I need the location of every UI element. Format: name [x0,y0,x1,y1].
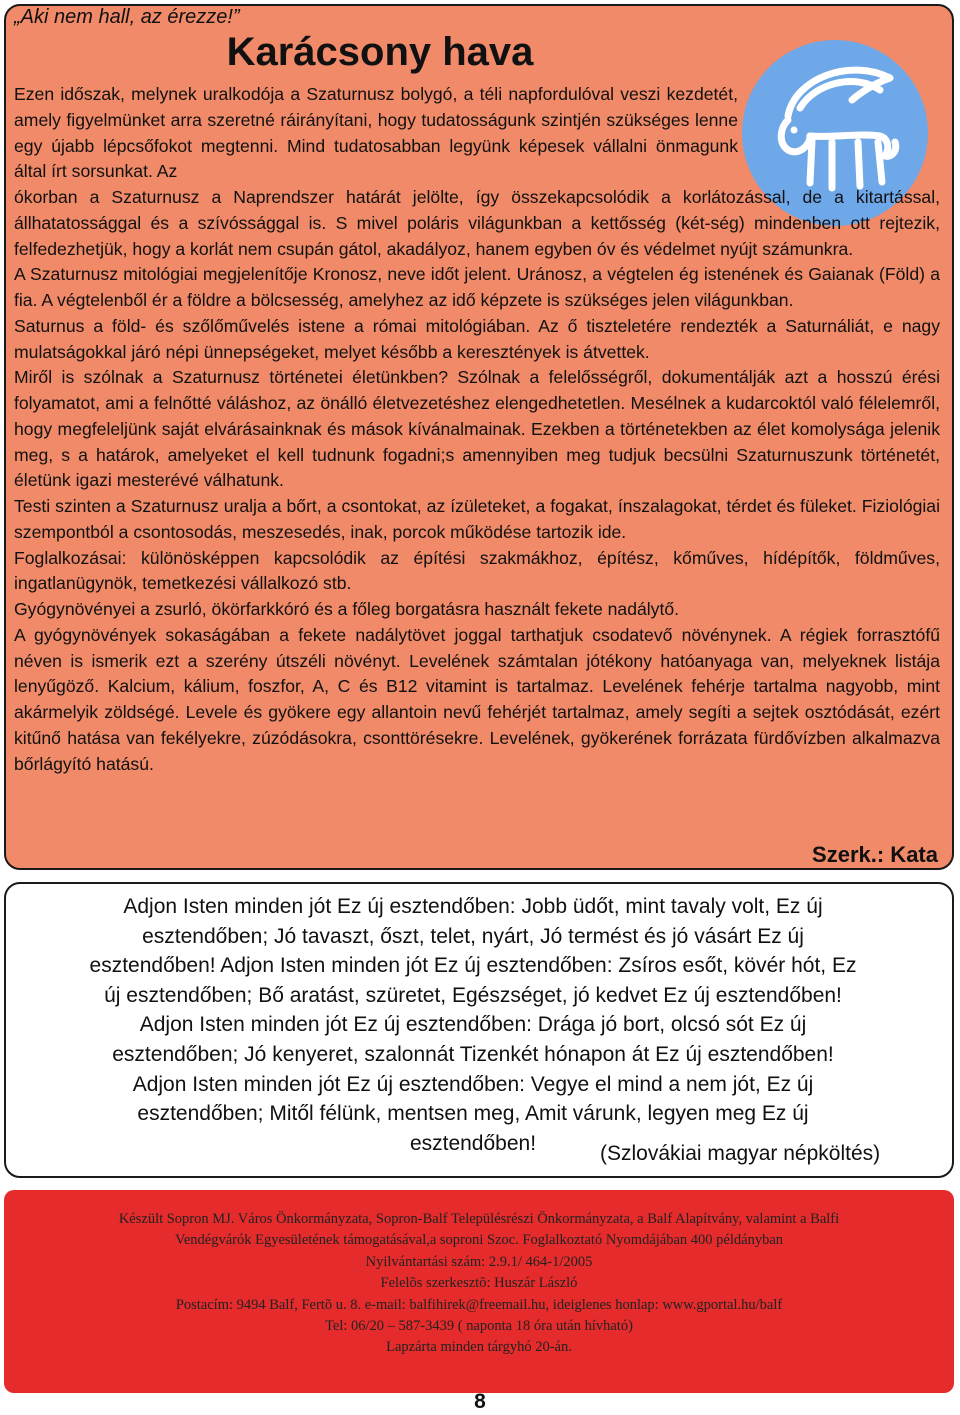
poem-credit: (Szlovákiai magyar népköltés) [600,1142,881,1165]
poem-line: esztendőben! [409,1131,537,1155]
footer-imprint [4,1209,954,1359]
poem-line: Adjon Isten minden jót Ez új esztendőben: Vegye el mind a nem jót, Ez új [132,1072,814,1096]
footer-line: Vendégvárók Egyesületének támogatásával,a soproni Szoc. Foglalkoztató Nyomdájában 400 példányban [174,1232,784,1249]
article-paragraph: Testi szinten a Szaturnusz uralja a bőrt, a csontokat, az ízületeket, a fogakat, ínszalagokat, térdet és füleket. Fiziológiai szempontból a csontosodás, meszesedés, inak, porcok működése tartozik ide. [14,496,940,542]
footer-line: Felelõs szerkesztõ: Huszár László [380,1275,578,1292]
page-number: 8 [474,1390,486,1413]
poem-line: új esztendőben; Bő aratást, szüretet, Egészséget, jó kedvet Ez új esztendőben! [104,983,842,1007]
footer-line: Lapzárta minden tárgyhó 20-án. [386,1339,572,1356]
page-title: Karácsony hava [226,30,534,74]
poem-line: Adjon Isten minden jót Ez új esztendőben: Drága jó bort, olcsó sót Ez új [139,1013,807,1037]
poem-line: Adjon Isten minden jót Ez új esztendőben: Jobb üdőt, mint tavaly volt, Ez új [123,895,823,918]
poem-line: esztendőben! Adjon Isten minden jót Ez új esztendőben: Zsíros esőt, kövér hót, Ez [89,954,857,978]
article-paragraph: Ezen időszak, melynek uralkodója a Szaturnusz bolygó, a téli napfordulóval veszi kezdetét, amely figyelmünket arra szeretné ráirányítani, hogy tudatosságunk szintjén szükséges lenne egy újabb lépcsőfokot megtenni. Mind tudatosabban legyünk képesek vállalni önmagunk által írt sorsunkat. Az [14,84,738,182]
article-paragraph: Miről is szólnak a Szaturnusz történetei életünkben? Szólnak a felelősségről, dokumentálják azt a hosszú érési folyamatot, ami a felnőtté váláshoz, az önálló életvezetéshez elengedhetetlen. Mesélnek a kudarcoktól való félelemről, hogy megfeleljünk saját elvárásainknak és mások kívánalmainak. Ezekben a történetekben az élet komolysága jelenik meg, s a határok, amelyeket el kell tudnunk fogadni;s amennyiben meg tudjuk becsülni Szaturnuszunk történetét, életünk igazi mesterévé válhatunk. [14,367,940,491]
poem-line: esztendőben; Jó kenyeret, szalonnát Tizenkét hónapon át Ez új esztendőben! [112,1042,834,1066]
poem [14,892,932,1158]
footer-line: Tel: 06/20 – 587-3439 ( naponta 18 óra után hívható) [325,1318,633,1335]
tagline: „Aki nem hall, az érezze!” [14,6,240,28]
article-paragraph: A Szaturnusz mitológiai megjelenítője Kronosz, neve időt jelent. Uránosz, a végtelen ég istenének és Gaianak (Föld) a fia. A végtelenből ér a földre a bölcsesség, amelyhez az idő képzete is szükséges jelen világunkban. [14,264,940,310]
article-paragraph: Gyógynövényei a zsurló, ökörfarkkóró és a főleg borgatásra használt fekete nadálytő. [14,599,680,619]
article-author: Szerk.: Kata [812,842,938,867]
article-paragraph: ókorban a Szaturnusz a Naprendszer határát jelölte, így összekapcsolódik a korlátozással, de a kitartással, állhatatossággal és a szívóssággal is. S mivel poláris világunkban a kettősség (két-ség) mindenben ott rejtezik, felfedezhetjük, hogy a korlát nem csupán gátol, akadályoz, hanem egyben óv és védelmet nyújt számunkra. [14,187,940,259]
article-body [14,82,940,777]
poem-line: esztendőben; Mitől félünk, mentsen meg, Amit várunk, legyen meg Ez új [137,1102,809,1126]
article-paragraph: Saturnus a föld- és szőlőművelés istene a római mitológiában. Az ő tiszteletére rendezték a Saturnáliát, e nagy mulatságokkal járó népi ünnepségeket, melyet később a keresztények is átvettek. [14,315,940,362]
poem-line: esztendőben; Jó tavaszt, őszt, telet, nyárt, Jó termést és jó vásárt Ez új [142,924,804,948]
article-paragraph: A gyógynövények sokaságában a fekete nadálytövet joggal tarthatjuk csodatevő növénynek. A régiek forrasztófű néven is ismerik ezt a szerény útszéli növényt. Levelének számtalan jótékony hatóanyaga van, melyeknek listája lenyűgöző. Kalcium, kálium, foszfor, A, C és B12 vitamint is tartalmaz. Levelének fehérje tartalma nagyobb, mint akármelyik zöldségé. Levele és gyökere egy allantoin nevű fehérjét tartalmaz, amely segíti a sejtek osztódását, ezért kitűnő hatása van fekélyekre, zúzódásokra, csonttörésekre. Levelének, gyökerének forrázata fürdővízben alkalmazva bőrlágyító hatású. [14,624,940,774]
footer-line: Nyilvántartási szám: 2.9.1/ 464-1/2005 [365,1253,593,1270]
article-paragraph: Foglalkozásai: különösképpen kapcsolódik az építési szakmákhoz, építész, kőműves, hídépítők, földműves, ingatlanügynök, temetkezési vállalkozó stb. [14,547,940,594]
footer-line: Készült Sopron MJ. Város Önkormányzata, Sopron-Balf Településrészi Önkormányzata, a Balf Alapítvány, valamint a Balfi [118,1211,840,1227]
footer-line: Postacím: 9494 Balf, Fertõ u. 8. e-mail: balfihirek@freemail.hu, ideiglenes honlap: www.gportal.hu/balf [175,1296,783,1313]
